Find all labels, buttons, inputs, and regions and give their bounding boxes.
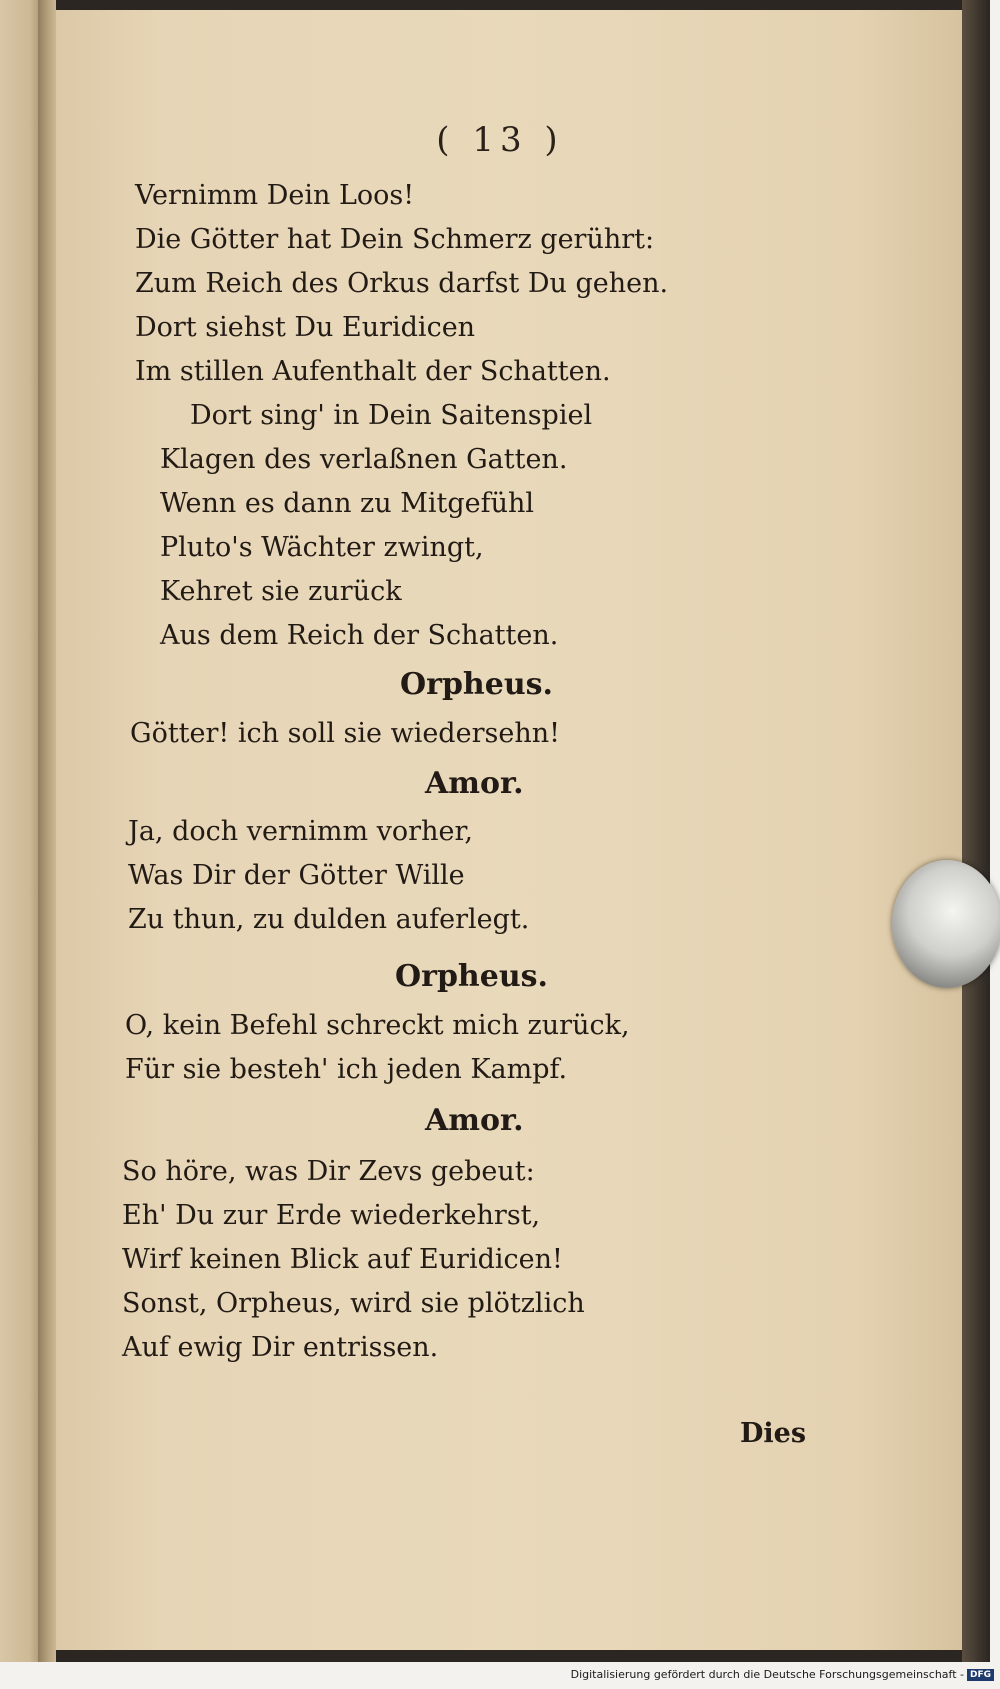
verse-line: Für sie besteh' ich jeden Kampf. (125, 1054, 568, 1085)
verse-line: Im stillen Aufenthalt der Schatten. (135, 356, 611, 387)
speaker-heading: Orpheus. (395, 959, 548, 994)
verse-line: Vernimm Dein Loos! (135, 180, 415, 211)
verse-line: Auf ewig Dir entrissen. (122, 1332, 439, 1363)
page-number: ( 13 ) (436, 120, 564, 160)
speaker-heading: Amor. (425, 766, 524, 801)
footer-text: Digitalisierung gefördert durch die Deutsche Forschungsgemeinschaft - (570, 1668, 964, 1681)
verse-line: So höre, was Dir Zevs gebeut: (122, 1156, 535, 1187)
verse-line: Aus dem Reich der Schatten. (160, 620, 559, 651)
speaker-heading: Amor. (425, 1103, 524, 1138)
speaker-heading: Orpheus. (400, 667, 553, 702)
digitization-footer (571, 1668, 994, 1681)
verse-line: Sonst, Orpheus, wird sie plötzlich (122, 1288, 585, 1319)
verse-line: Pluto's Wächter zwingt, (160, 532, 484, 563)
verse-line: Ja, doch vernimm vorher, (128, 816, 473, 847)
verse-line: Was Dir der Götter Wille (128, 860, 465, 891)
verse-line: O, kein Befehl schreckt mich zurück, (125, 1010, 630, 1041)
verse-line: Zu thun, zu dulden auferlegt. (128, 904, 530, 935)
verse-line: Klagen des verlaßnen Gatten. (160, 444, 568, 475)
catchword: Dies (740, 1418, 807, 1449)
verse-line: Dort siehst Du Euridicen (135, 312, 476, 343)
verse-line: Die Götter hat Dein Schmerz gerührt: (135, 224, 655, 255)
dfg-logo: DFG (967, 1669, 994, 1681)
verse-line: Zum Reich des Orkus darfst Du gehen. (135, 268, 669, 299)
verse-line: Götter! ich soll sie wiedersehn! (130, 718, 560, 749)
verse-line: Wirf keinen Blick auf Euridicen! (122, 1244, 563, 1275)
verse-line: Eh' Du zur Erde wiederkehrst, (122, 1200, 541, 1231)
verse-line: Kehret sie zurück (160, 576, 402, 607)
verse-line: Wenn es dann zu Mitgefühl (160, 488, 535, 519)
verse-line: Dort sing' in Dein Saitenspiel (190, 400, 593, 431)
